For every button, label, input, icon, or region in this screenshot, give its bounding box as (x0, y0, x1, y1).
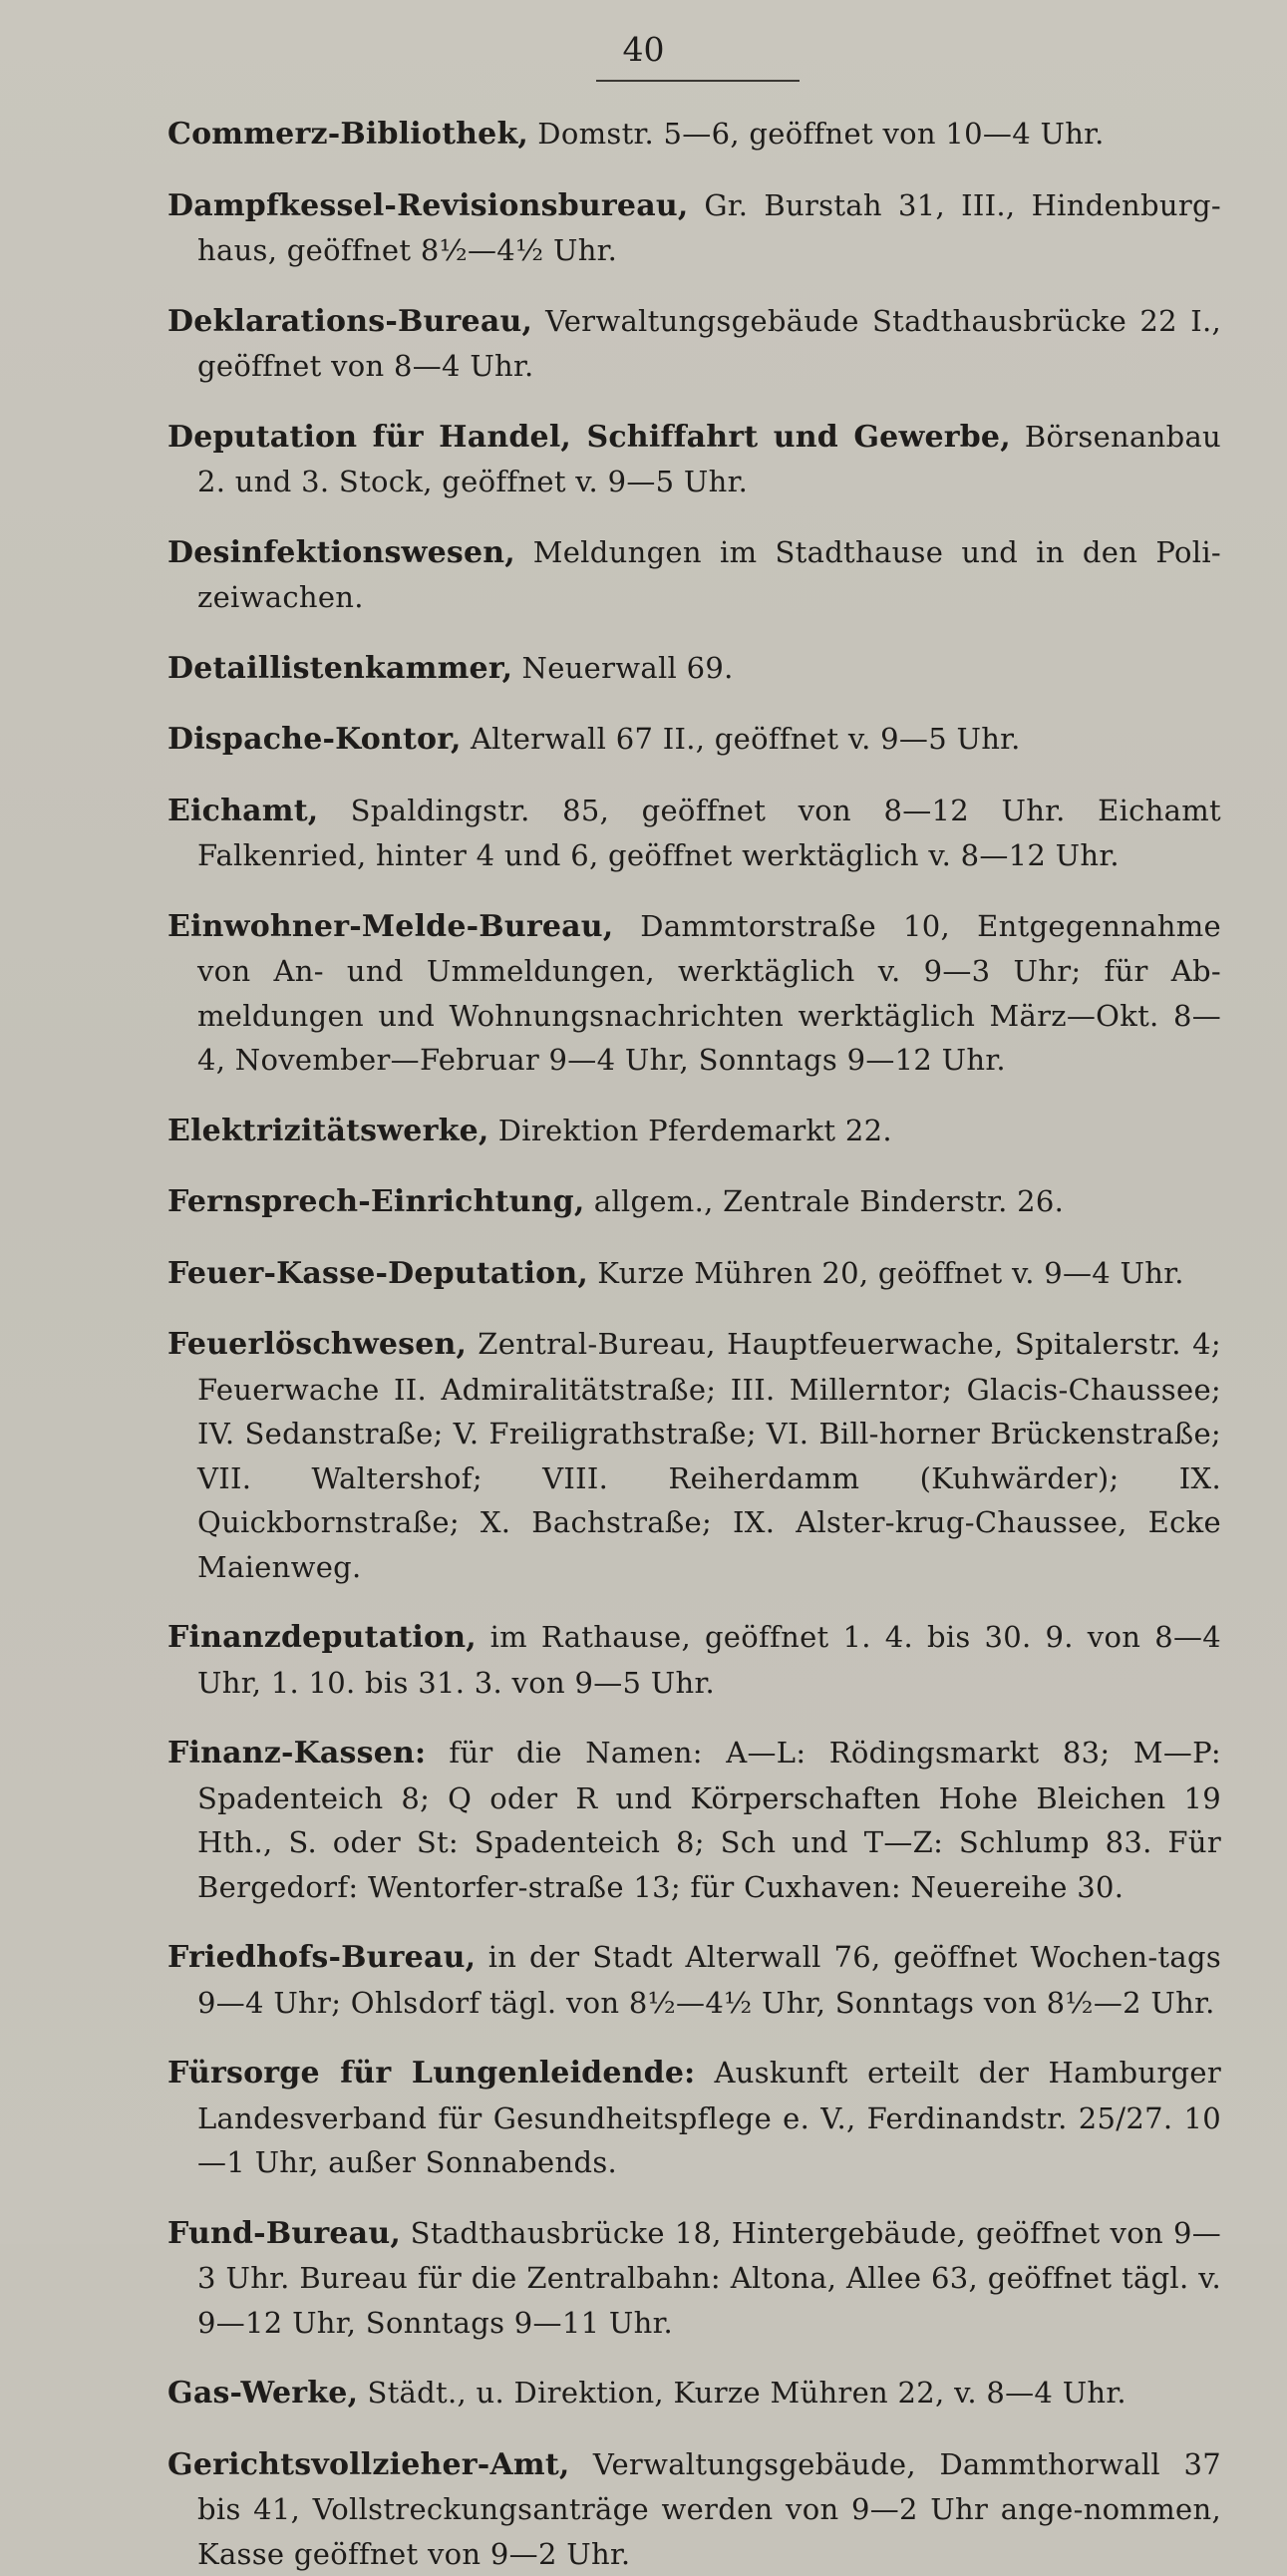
entry-title: Detaillistenkammer, (167, 651, 512, 686)
directory-entry (167, 2371, 1221, 2416)
entry-title: Friedhofs-Bureau, (167, 1940, 476, 1975)
header-rule (596, 80, 800, 82)
entry-title: Feuerlöschwesen, (167, 1327, 467, 1362)
directory-entry (167, 2211, 1221, 2346)
directory-entry (167, 415, 1221, 504)
entry-text: Kurze Mühren 20, geöffnet v. 9—4 Uhr. (597, 1256, 1184, 1290)
entry-text: Stadthausbrücke 18, Hintergebäude, geöffnet von 9—3 Uhr. Bureau für die Zentralbahn: Altona, Allee 63, geöffnet tägl. v. 9—12 Uhr, Sonntags 9—11 Uhr. (197, 2216, 1221, 2340)
entry-text: Meldungen im Stadthause und in den Poli-zeiwachen. (197, 535, 1221, 615)
entry-text: Verwaltungsgebäude Stadthausbrücke 22 I., geöffnet von 8—4 Uhr. (197, 304, 1221, 384)
directory-entry (167, 2442, 1221, 2576)
directory-entry (167, 1109, 1221, 1154)
entry-title: Deklarations-Bureau, (167, 304, 532, 339)
directory-entry (167, 904, 1221, 1083)
entry-title: Einwohner-Melde-Bureau, (167, 909, 613, 944)
directory-entry (167, 112, 1221, 158)
entry-text: Verwaltungsgebäude, Dammthorwall 37 bis 41, Vollstreckungsanträge werden von 9—2 Uhr ange-nommen, Kasse geöffnet von 9—2 Uhr. (197, 2447, 1221, 2571)
directory-entry (167, 1731, 1221, 1909)
entry-title: Desinfektionswesen, (167, 535, 515, 570)
entry-text: Spaldingstr. 85, geöffnet von 8—12 Uhr. Eichamt Falkenried, hinter 4 und 6, geöffnet werktäglich v. 8—12 Uhr. (197, 794, 1221, 873)
entry-text: für die Namen: A—L: Rödingsmarkt 83; M—P: Spadenteich 8; Q oder R und Körperschaften Hohe Bleichen 19 Hth., S. oder St: Spadenteich 8; Sch und T—Z: Schlump 83. Für Bergedorf: Wentorfer-straße 13; für Cuxhaven: Neuereihe 30. (197, 1736, 1221, 1904)
entry-text: Börsenanbau 2. und 3. Stock, geöffnet v. 9—5 Uhr. (197, 420, 1221, 499)
directory-entry (167, 789, 1221, 878)
entry-text: Domstr. 5—6, geöffnet von 10—4 Uhr. (537, 117, 1104, 151)
directory-entry (167, 1615, 1221, 1705)
entry-title: Dampfkessel-Revisionsbureau, (167, 188, 689, 223)
entry-text: Dammtorstraße 10, Entgegennahme von An- und Ummeldungen, werktäglich v. 9—3 Uhr; für Ab-meldungen und Wohnungsnachrichten werktäglich März—Okt. 8—4, November—Februar 9—4 Uhr, Sonntags 9—12 Uhr. (197, 909, 1221, 1078)
directory-entry (167, 2051, 1221, 2185)
entry-title: Gerichtsvollzieher-Amt, (167, 2447, 570, 2482)
entry-text: allgem., Zentrale Binderstr. 26. (594, 1184, 1064, 1218)
directory-entries (167, 112, 1221, 2576)
directory-entry (167, 717, 1221, 763)
page-number: 40 (0, 30, 1287, 70)
entry-title: Elektrizitätswerke, (167, 1114, 489, 1148)
entry-text: im Rathause, geöffnet 1. 4. bis 30. 9. von 8—4 Uhr, 1. 10. bis 31. 3. von 9—5 Uhr. (197, 1620, 1221, 1700)
entry-text: Städt., u. Direktion, Kurze Mühren 22, v. 8—4 Uhr. (367, 2376, 1126, 2410)
entry-title: Fund-Bureau, (167, 2216, 401, 2251)
entry-title: Feuer-Kasse-Deputation, (167, 1256, 588, 1291)
entry-title: Finanzdeputation, (167, 1620, 477, 1655)
directory-entry (167, 1935, 1221, 2025)
directory-entry (167, 1179, 1221, 1225)
directory-entry (167, 1251, 1221, 1297)
entry-text: Gr. Burstah 31, III., Hindenburg-haus, geöffnet 8½—4½ Uhr. (197, 188, 1221, 268)
entry-text: Direktion Pferdemarkt 22. (498, 1114, 892, 1147)
entry-title: Commerz-Bibliothek, (167, 117, 528, 152)
entry-title: Fernsprech-Einrichtung, (167, 1184, 585, 1219)
entry-title: Dispache-Kontor, (167, 722, 462, 757)
entry-title: Gas-Werke, (167, 2376, 358, 2411)
entry-title: Finanz-Kassen: (167, 1736, 426, 1771)
entry-title: Fürsorge für Lungenleidende: (167, 2056, 695, 2091)
directory-entry (167, 1322, 1221, 1589)
entry-text: Zentral-Bureau, Hauptfeuerwache, Spitalerstr. 4; Feuerwache II. Admiralitätstraße; III. Millerntor; Glacis-Chaussee; IV. Sedanstraße; V. Freiligrathstraße; VI. Bill-horner Brückenstraße; VII. Waltershof; VIII. Reiherdamm (Kuhwärder); IX. Quickbornstraße; X. Bachstraße; IX. Alster-krug-Chaussee, Ecke Maienweg. (197, 1327, 1221, 1584)
directory-entry (167, 183, 1221, 273)
entry-text: in der Stadt Alterwall 76, geöffnet Wochen-tags 9—4 Uhr; Ohlsdorf tägl. von 8½—4½ Uhr, Sonntags von 8½—2 Uhr. (197, 1940, 1221, 2020)
entry-text: Auskunft erteilt der Hamburger Landesverband für Gesundheitspflege e. V., Ferdinandstr. 25/27. 10—1 Uhr, außer Sonnabends. (197, 2056, 1221, 2179)
entry-title: Eichamt, (167, 794, 318, 828)
directory-entry (167, 646, 1221, 692)
entry-text: Alterwall 67 II., geöffnet v. 9—5 Uhr. (471, 722, 1021, 756)
entry-title: Deputation für Handel, Schiffahrt und Gewerbe, (167, 420, 1011, 455)
entry-text: Neuerwall 69. (522, 651, 734, 685)
directory-entry (167, 299, 1221, 389)
directory-entry (167, 530, 1221, 620)
